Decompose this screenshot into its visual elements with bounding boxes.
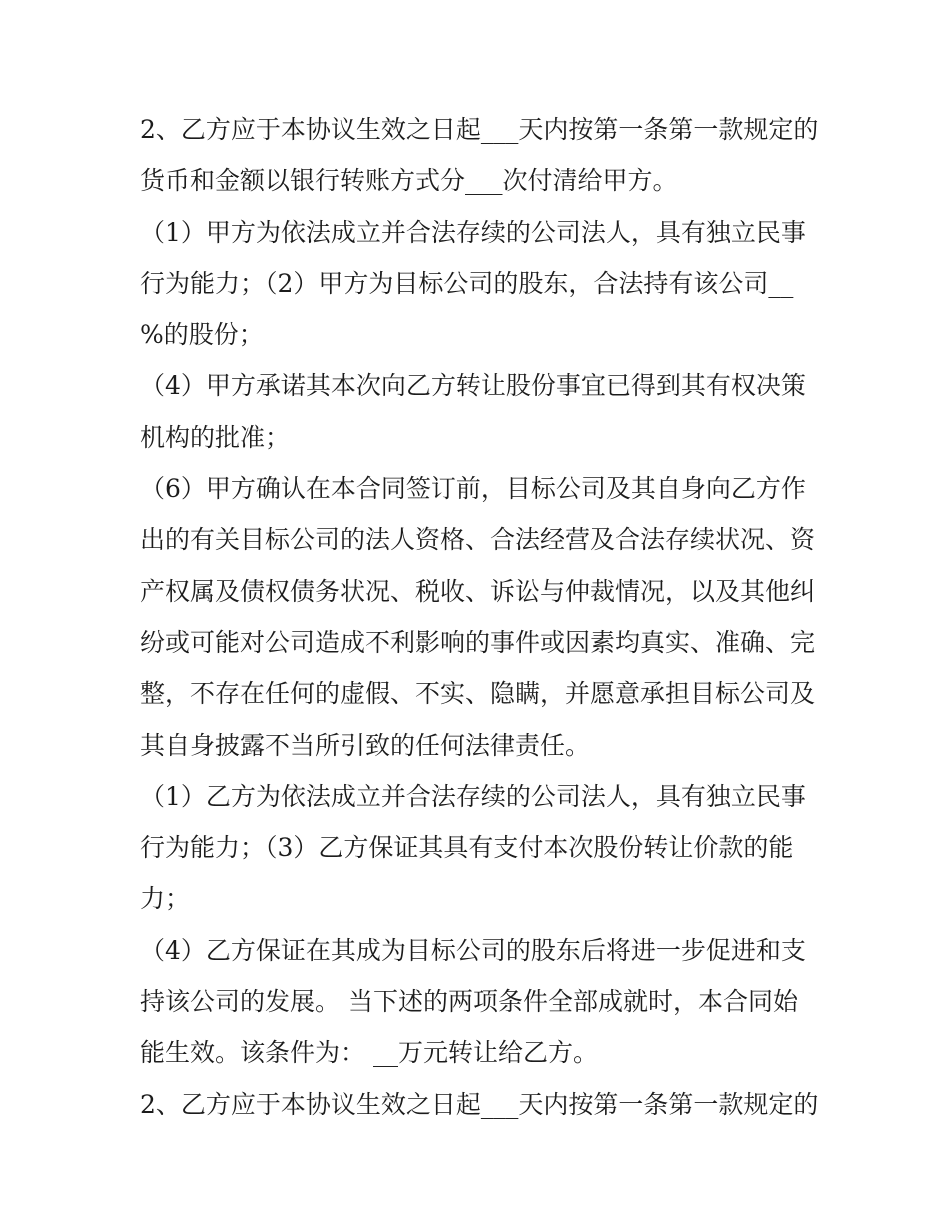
text-line: 能生效。该条件为： __万元转让给乙方。 xyxy=(140,1038,598,1068)
text-line: 2、乙方应于本协议生效之日起___天内按第一条第一款规定的 xyxy=(140,115,819,144)
text-line: %的股份； xyxy=(140,320,264,350)
text-line: （4）乙方保证在其成为目标公司的股东后将进一步促进和支 xyxy=(140,935,806,965)
text-line: 行为能力；（3）乙方保证其具有支付本次股份转让价款的能 xyxy=(140,833,794,863)
text-line: 行为能力；（2）甲方为目标公司的股东，合法持有该公司__ xyxy=(140,268,794,298)
text-line: 整，不存在任何的虚假、不实、隐瞒，并愿意承担目标公司及 xyxy=(140,679,816,709)
text-line: 出的有关目标公司的法人资格、合法经营及合法存续状况、资 xyxy=(140,525,816,555)
text-line: （4）甲方承诺其本次向乙方转让股份事宜已得到其有权决策 xyxy=(140,371,806,401)
text-line: 机构的批准； xyxy=(140,422,291,452)
document-body xyxy=(140,104,820,1130)
text-line: （1）乙方为依法成立并合法存续的公司法人，具有独立民事 xyxy=(140,781,806,811)
text-line: （1）甲方为依法成立并合法存续的公司法人，具有独立民事 xyxy=(140,217,806,247)
text-line: 力； xyxy=(140,884,191,914)
text-line: 2、乙方应于本协议生效之日起___天内按第一条第一款规定的 xyxy=(140,1089,819,1119)
text-line: 持该公司的发展。 当下述的两项条件全部成就时，本合同始 xyxy=(140,987,798,1017)
text-line: （6）甲方确认在本合同签订前，目标公司及其自身向乙方作 xyxy=(140,474,806,504)
text-line: 纷或可能对公司造成不利影响的事件或因素均真实、准确、完 xyxy=(140,627,816,657)
text-line: 其自身披露不当所引致的任何法律责任。 xyxy=(140,730,591,760)
text-line: 货币和金额以银行转账方式分___次付清给甲方。 xyxy=(140,166,678,196)
text-line: 产权属及债权债务状况、税收、诉讼与仲裁情况，以及其他纠 xyxy=(140,576,816,606)
